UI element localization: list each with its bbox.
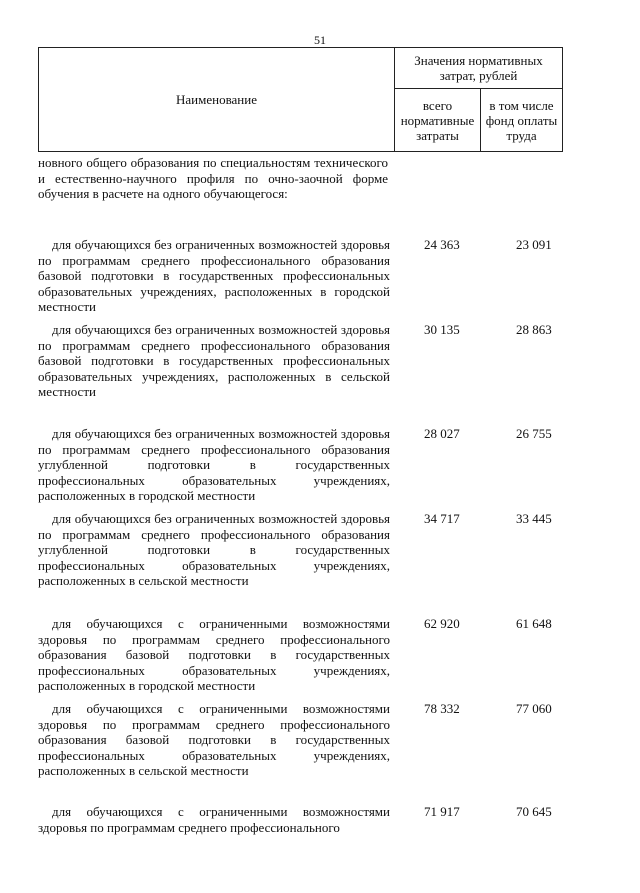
row-wage-value: 33 445 bbox=[516, 511, 552, 526]
row-description: для обучающихся без ограниченных возможностей здоровья по программам среднего профессионального образования углубленной подготовки в государственных профессиональных образовательных учреждениях, расположенных в городской местности bbox=[38, 426, 390, 503]
row-description: для обучающихся без ограниченных возможностей здоровья по программам среднего профессионального образования базовой подготовки в государственных профессиональных образовательных учреждениях, расположенных в городской местности bbox=[38, 237, 390, 314]
table-header bbox=[38, 47, 563, 152]
row-total-value: 30 135 bbox=[424, 322, 460, 337]
row-description: для обучающихся без ограниченных возможностей здоровья по программам среднего профессионального образования базовой подготовки в государственных профессиональных образовательных учреждениях, расположенных в сельской местности bbox=[38, 322, 390, 399]
row-description: для обучающихся с ограниченными возможностями здоровья по программам среднего профессионального образования базовой подготовки в государственных профессиональных образовательных учреждениях, расположенных в городской местности bbox=[38, 616, 390, 693]
header-total-cell: всего нормативные затраты bbox=[395, 89, 481, 152]
row-description: для обучающихся без ограниченных возможностей здоровья по программам среднего профессионального образования углубленной подготовки в государственных профессиональных образовательных учреждениях, расположенных в сельской местности bbox=[38, 511, 390, 588]
row-wage-value: 61 648 bbox=[516, 616, 552, 631]
row-description: для обучающихся с ограниченными возможностями здоровья по программам среднего профессионального образования базовой подготовки в государственных профессиональных образовательных учреждениях, расположенных в сельской местности bbox=[38, 701, 390, 778]
intro-text: новного общего образования по специальностям технического и естественно-научного профиля по очно-заочной форме обучения в расчете на одного обучающегося: bbox=[38, 155, 388, 201]
row-wage-value: 77 060 bbox=[516, 701, 552, 716]
row-total-value: 78 332 bbox=[424, 701, 460, 716]
header-values-cell: Значения нормативных затрат, рублей bbox=[395, 48, 563, 89]
row-wage-value: 23 091 bbox=[516, 237, 552, 252]
row-total-value: 24 363 bbox=[424, 237, 460, 252]
row-total-value: 62 920 bbox=[424, 616, 460, 631]
row-total-value: 34 717 bbox=[424, 511, 460, 526]
row-total-value: 28 027 bbox=[424, 426, 460, 441]
row-wage-value: 28 863 bbox=[516, 322, 552, 337]
row-wage-value: 26 755 bbox=[516, 426, 552, 441]
header-name-cell: Наименование bbox=[39, 48, 395, 152]
page-number: 51 bbox=[314, 33, 326, 47]
header-wage-cell: в том числе фонд оплаты труда bbox=[481, 89, 563, 152]
row-wage-value: 70 645 bbox=[516, 804, 552, 819]
row-description: для обучающихся с ограниченными возможностями здоровья по программам среднего профессионального bbox=[38, 804, 390, 835]
row-total-value: 71 917 bbox=[424, 804, 460, 819]
